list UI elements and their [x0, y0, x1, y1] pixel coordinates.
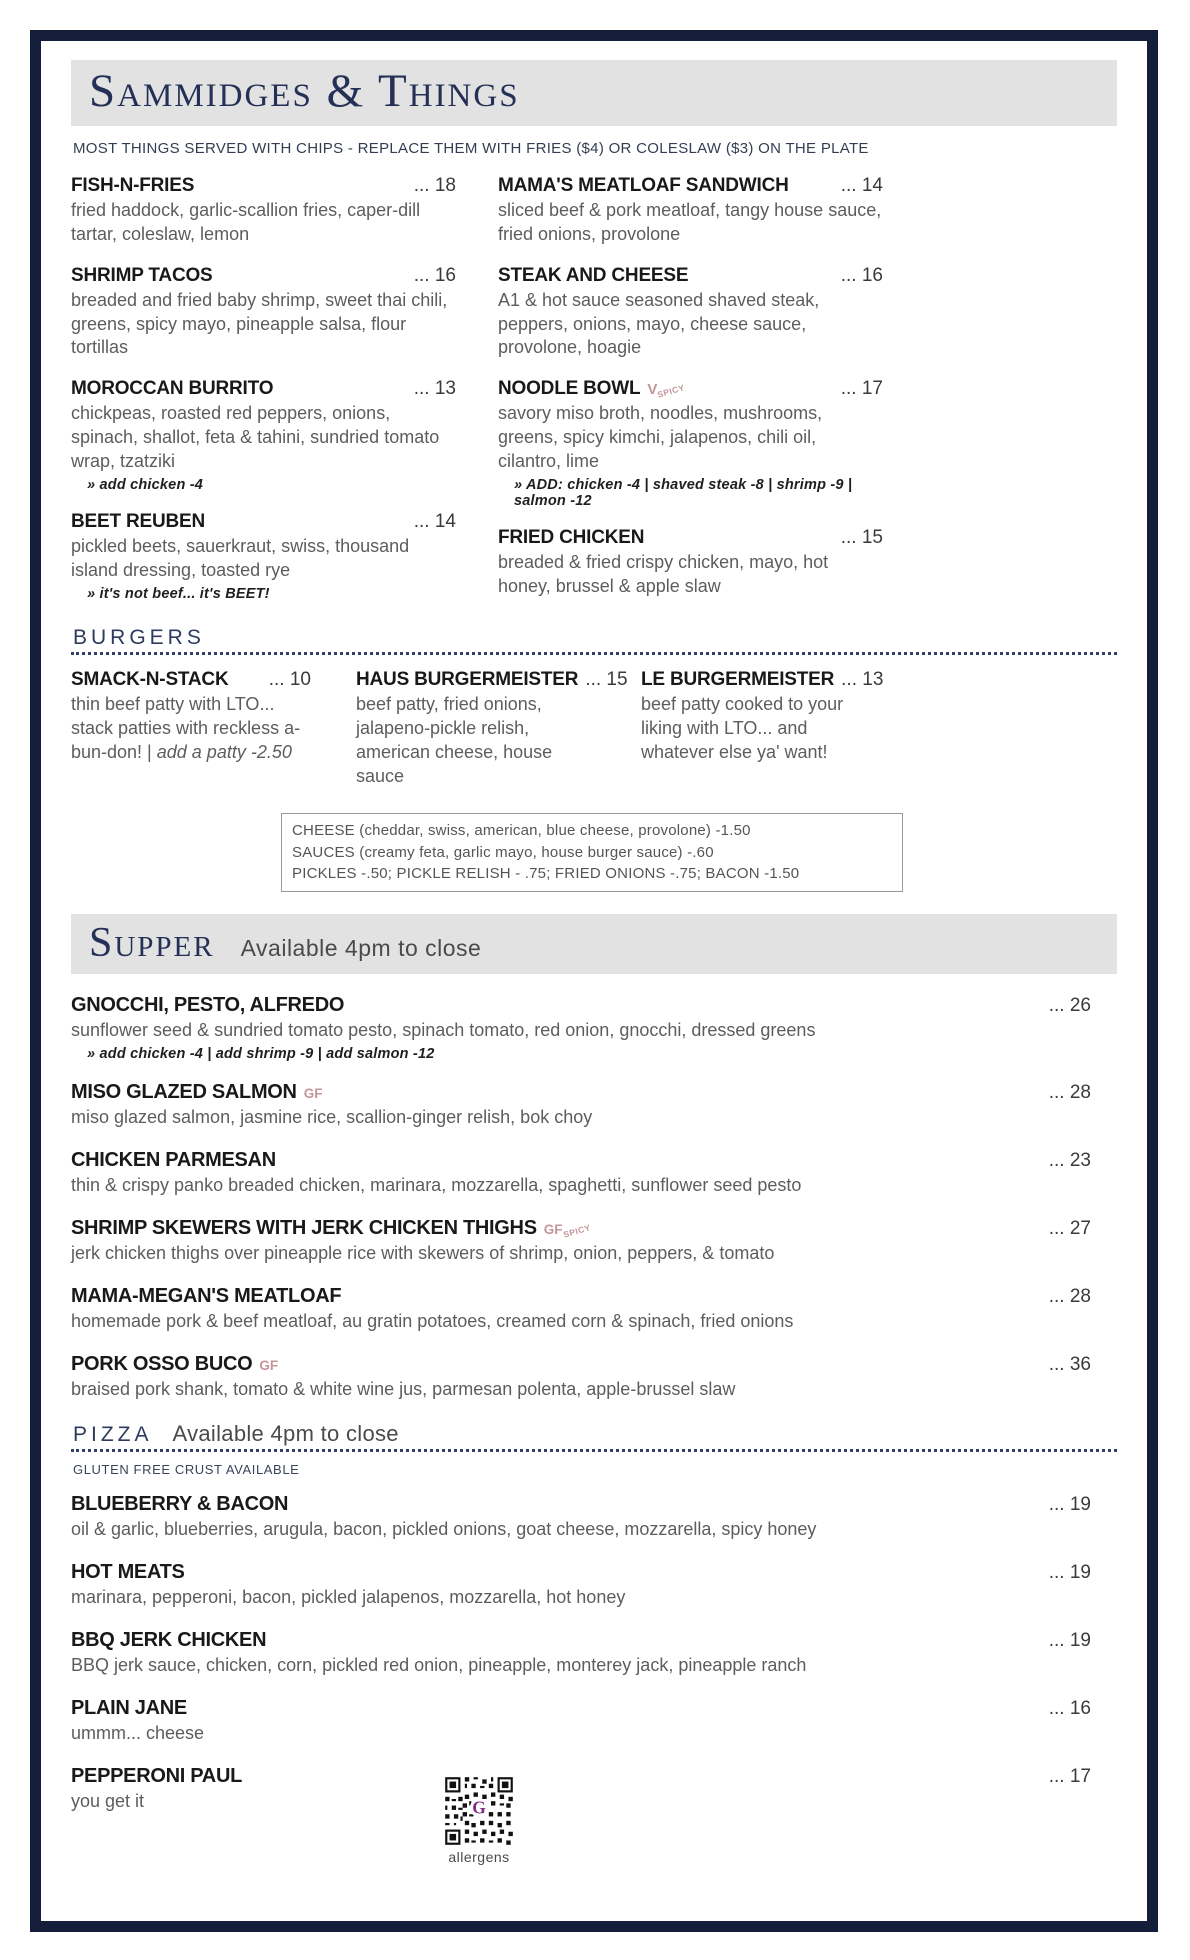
sammidges-left-column: [71, 175, 456, 620]
item-desc: [71, 1722, 1117, 1746]
item-desc: [71, 1518, 1117, 1542]
item-desc: [498, 289, 883, 361]
gf-badge: GF: [303, 1086, 323, 1102]
menu-content: [41, 41, 1147, 1814]
menu-item-head: [71, 1493, 1117, 1516]
item-name: FISH-N-FRIES: [71, 174, 195, 196]
supper-items: [71, 994, 1117, 1402]
menu-item: [71, 1561, 1117, 1610]
item-desc-text: breaded & fried crispy chicken, mayo, hot honey, brussel & apple slaw: [498, 552, 829, 597]
item-subnote: » add chicken -4: [87, 477, 204, 494]
burgers-columns: [71, 669, 884, 807]
pizza-section: [71, 1421, 1117, 1814]
item-name: MOROCCAN BURRITO: [71, 378, 274, 400]
menu-item: [356, 669, 628, 789]
menu-item-head: [71, 175, 456, 197]
supper-title: Supper: [89, 920, 215, 967]
item-price: ... 18: [413, 174, 456, 196]
pizza-title: PIZZA: [73, 1422, 153, 1446]
item-price: ... 14: [413, 511, 456, 533]
sammidges-header-band: [71, 60, 1117, 126]
item-desc: [498, 199, 883, 247]
item-desc: [356, 693, 596, 789]
item-price: ... 16: [840, 264, 883, 286]
item-desc: [71, 1378, 1117, 1402]
supper-header-band: [71, 914, 1117, 974]
menu-item: [71, 1149, 1117, 1198]
burger-addons-box: [281, 813, 903, 892]
item-desc: [71, 1310, 1117, 1334]
menu-item-head: [71, 511, 456, 533]
allergens-qr: [436, 1775, 522, 1865]
menu-item: [71, 175, 456, 247]
menu-item: [71, 1353, 1117, 1402]
item-desc-text: savory miso broth, noodles, mushrooms, greens, spicy kimchi, jalapenos, chili oil, cilantro, lime: [498, 403, 823, 472]
v-badge: V: [647, 381, 658, 399]
burgers-heading: BURGERS: [73, 626, 205, 650]
menu-item-head: [71, 378, 456, 400]
item-desc-text: A1 & hot sauce seasoned shaved steak, peppers, onions, mayo, cheese sauce, provolone, hoagie: [498, 289, 820, 358]
item-price: ... 13: [413, 378, 456, 400]
gf-badge: GF: [543, 1222, 563, 1238]
item-price: ... 26: [1048, 995, 1091, 1017]
menu-item: [498, 527, 883, 599]
item-name: SMACK-N-STACK: [71, 669, 229, 691]
menu-item-head: [498, 175, 883, 197]
item-name: MAMA-MEGAN'S MEATLOAF: [71, 1285, 342, 1307]
item-price: ... 27: [1048, 1218, 1091, 1240]
item-tags: [647, 381, 685, 399]
menu-item: [71, 1765, 1117, 1814]
item-desc-text: oil & garlic, blueberries, arugula, bacon, pickled onions, goat cheese, mozzarella, spicy honey: [71, 1518, 817, 1539]
menu-item-head: [71, 1149, 1117, 1172]
item-name: SHRIMP TACOS: [71, 264, 213, 286]
item-desc: [71, 1654, 1117, 1678]
item-desc-text: jerk chicken thighs over pineapple rice with skewers of shrimp, onion, peppers, & tomato: [71, 1243, 775, 1264]
addon-line: CHEESE (cheddar, swiss, american, blue cheese, provolone) -1.50: [292, 821, 751, 839]
item-name: HOT MEATS: [71, 1560, 185, 1583]
item-price: ... 15: [585, 669, 628, 691]
item-desc-text: chickpeas, roasted red peppers, onions, spinach, shallot, feta & tahini, sundried tomato wrap, tzatziki: [71, 403, 440, 472]
menu-item: [71, 1285, 1117, 1334]
item-desc: [71, 289, 456, 361]
pizza-divider: [71, 1449, 1117, 1452]
burgers-divider: [71, 652, 1117, 655]
item-price: ... 17: [840, 378, 883, 400]
item-desc-text: sunflower seed & sundried tomato pesto, spinach tomato, red onion, gnocchi, dressed greens: [71, 1020, 816, 1041]
menu-item: [71, 1081, 1117, 1130]
menu-item: [498, 265, 883, 361]
menu-item: [71, 994, 1117, 1062]
item-desc-text: miso glazed salmon, jasmine rice, scallion-ginger relish, bok choy: [71, 1107, 593, 1128]
qr-code-icon: [443, 1775, 515, 1847]
item-name: BLUEBERRY & BACON: [71, 1492, 289, 1515]
pizza-subtitle: Available 4pm to close: [172, 1420, 399, 1446]
menu-item-head: [71, 1217, 1117, 1240]
menu-item-head: [71, 1697, 1117, 1720]
item-name: BBQ JERK CHICKEN: [71, 1628, 267, 1651]
addon-line: SAUCES (creamy feta, garlic mayo, house burger sauce) -.60: [292, 843, 714, 861]
item-price: ... 17: [1048, 1765, 1091, 1787]
menu-item: [71, 265, 456, 361]
menu-item-head: [71, 265, 456, 287]
item-name: PORK OSSO BUCO: [71, 1352, 253, 1375]
menu-item-head: [71, 1285, 1117, 1308]
item-tags: [544, 1221, 591, 1239]
item-desc: [71, 1586, 1117, 1610]
qr-g-logo: G: [472, 1797, 486, 1818]
item-desc: [71, 402, 456, 474]
item-desc: [71, 1019, 1117, 1043]
page-frame: [30, 30, 1158, 1932]
item-desc-text: you get it: [71, 1790, 145, 1811]
menu-item-head: [498, 265, 883, 287]
gf-badge: GF: [259, 1357, 279, 1373]
item-price: ... 19: [1048, 1629, 1091, 1651]
menu-item: [71, 669, 311, 789]
item-name: GNOCCHI, PESTO, ALFREDO: [71, 994, 345, 1017]
sammidges-section: [71, 175, 883, 620]
menu-item-head: [71, 1765, 1117, 1788]
item-tags: [304, 1085, 323, 1103]
item-price: ... 23: [1048, 1150, 1091, 1172]
menu-item: [641, 669, 884, 789]
item-price: ... 15: [840, 527, 883, 549]
item-desc-text: breaded and fried baby shrimp, sweet thai chili, greens, spicy mayo, pineapple salsa, flour tortillas: [71, 289, 448, 358]
item-price: ... 16: [413, 264, 456, 286]
item-price: ... 13: [841, 669, 884, 691]
item-price: ... 19: [1048, 1561, 1091, 1583]
item-desc-text: BBQ jerk sauce, chicken, corn, pickled red onion, pineapple, monterey jack, pineapple ranch: [71, 1654, 807, 1675]
item-name: PLAIN JANE: [71, 1696, 187, 1719]
item-desc: [71, 1242, 1117, 1266]
item-price: ... 28: [1048, 1082, 1091, 1104]
item-desc-text: beef patty, fried onions, jalapeno-pickle relish, american cheese, house sauce: [356, 694, 553, 786]
sammidges-right-column: [498, 175, 883, 620]
item-desc: [71, 1106, 1117, 1130]
item-desc-text: marinara, pepperoni, bacon, pickled jalapenos, mozzarella, hot honey: [71, 1586, 626, 1607]
pizza-items: [71, 1493, 1117, 1814]
menu-item-head: [498, 527, 883, 549]
item-price: ... 28: [1048, 1286, 1091, 1307]
item-name: PEPPERONI PAUL: [71, 1764, 243, 1787]
supper-subtitle: Available 4pm to close: [240, 935, 482, 962]
menu-item: [71, 1697, 1117, 1746]
menu-item-head: [356, 669, 628, 691]
item-desc: [71, 1790, 1117, 1814]
item-desc-text: homemade pork & beef meatloaf, au gratin potatoes, creamed corn & spinach, fried onions: [71, 1311, 794, 1331]
item-desc: [498, 551, 883, 599]
item-desc: [71, 199, 456, 247]
item-desc: [71, 1174, 1117, 1198]
addon-line: PICKLES -.50; PICKLE RELISH - .75; FRIED ONIONS -.75; BACON -1.50: [292, 865, 800, 883]
item-price: ... 14: [840, 174, 883, 196]
item-desc-text: pickled beets, sauerkraut, swiss, thousand island dressing, toasted rye: [71, 536, 410, 581]
item-subnote: » it's not beef... it's BEET!: [87, 586, 270, 603]
item-name: BEET REUBEN: [71, 511, 205, 533]
item-name: STEAK AND CHEESE: [498, 264, 689, 286]
item-desc-text: sliced beef & pork meatloaf, tangy house sauce, fried onions, provolone: [498, 199, 882, 244]
item-desc: [498, 402, 883, 474]
item-name: MISO GLAZED SALMON: [71, 1081, 297, 1104]
spicy-badge: SPICY: [656, 382, 687, 401]
item-name: FRIED CHICKEN: [498, 527, 645, 549]
item-name: SHRIMP SKEWERS WITH JERK CHICKEN THIGHS: [71, 1217, 537, 1240]
item-desc-text: thin beef patty with LTO... stack patties with reckless a-bun-don! |: [71, 694, 301, 762]
item-price: ... 19: [1048, 1493, 1091, 1515]
menu-item-head: [71, 994, 1117, 1017]
menu-item: [71, 1217, 1117, 1266]
menu-item: [71, 1629, 1117, 1678]
menu-item: [71, 1493, 1117, 1542]
spicy-badge: SPICY: [561, 1222, 592, 1240]
serving-note: MOST THINGS SERVED WITH CHIPS - REPLACE THEM WITH FRIES ($4) OR COLESLAW ($3) ON THE PLATE: [73, 139, 869, 157]
menu-item: [498, 378, 883, 509]
menu-item-head: [641, 669, 884, 691]
item-desc: [71, 535, 456, 583]
item-name: CHICKEN PARMESAN: [71, 1149, 276, 1172]
menu-item-head: [71, 1081, 1117, 1104]
menu-item-head: [71, 1629, 1117, 1652]
pizza-heading: [73, 1421, 1117, 1447]
item-desc-text: braised pork shank, tomato & white wine jus, parmesan polenta, apple-brussel slaw: [71, 1378, 736, 1399]
item-desc-text: thin & crispy panko breaded chicken, marinara, mozzarella, spaghetti, sunflower seed pesto: [71, 1175, 802, 1196]
item-price: ... 36: [1048, 1353, 1091, 1375]
burgers-section: [71, 626, 1117, 892]
item-desc: [71, 693, 311, 765]
item-price: ... 10: [268, 669, 311, 691]
page-title: Sammidges & Things: [89, 65, 520, 117]
item-subnote: » add chicken -4 | add shrimp -9 | add salmon -12: [87, 1046, 435, 1063]
item-subnote: » ADD: chicken -4 | shaved steak -8 | shrimp -9 | salmon -12: [514, 477, 853, 510]
item-desc-text: fried haddock, garlic-scallion fries, caper-dill tartar, coleslaw, lemon: [71, 199, 421, 244]
gluten-free-note: GLUTEN FREE CRUST AVAILABLE: [73, 1461, 300, 1477]
menu-item-head: [71, 1353, 1117, 1376]
item-desc: [641, 693, 881, 765]
menu-item-head: [71, 669, 311, 691]
menu-item: [71, 378, 456, 493]
item-name: LE BURGERMEISTER: [641, 669, 835, 691]
item-desc-italic: add a patty -2.50: [156, 741, 292, 762]
item-name: NOODLE BOWL: [498, 378, 641, 400]
menu-item: [498, 175, 883, 247]
item-desc-text: ummm... cheese: [71, 1722, 205, 1743]
item-name: HAUS BURGERMEISTER: [356, 669, 579, 691]
menu-item-head: [71, 1561, 1117, 1584]
menu-item-head: [498, 378, 883, 400]
qr-caption: allergens: [448, 1849, 510, 1865]
item-name: MAMA'S MEATLOAF SANDWICH: [498, 174, 789, 196]
item-price: ... 16: [1048, 1697, 1091, 1719]
menu-item: [71, 511, 456, 602]
item-tags: [259, 1357, 278, 1375]
supper-section: [71, 914, 1117, 1402]
item-desc-text: beef patty cooked to your liking with LTO... and whatever else ya' want!: [641, 694, 844, 762]
